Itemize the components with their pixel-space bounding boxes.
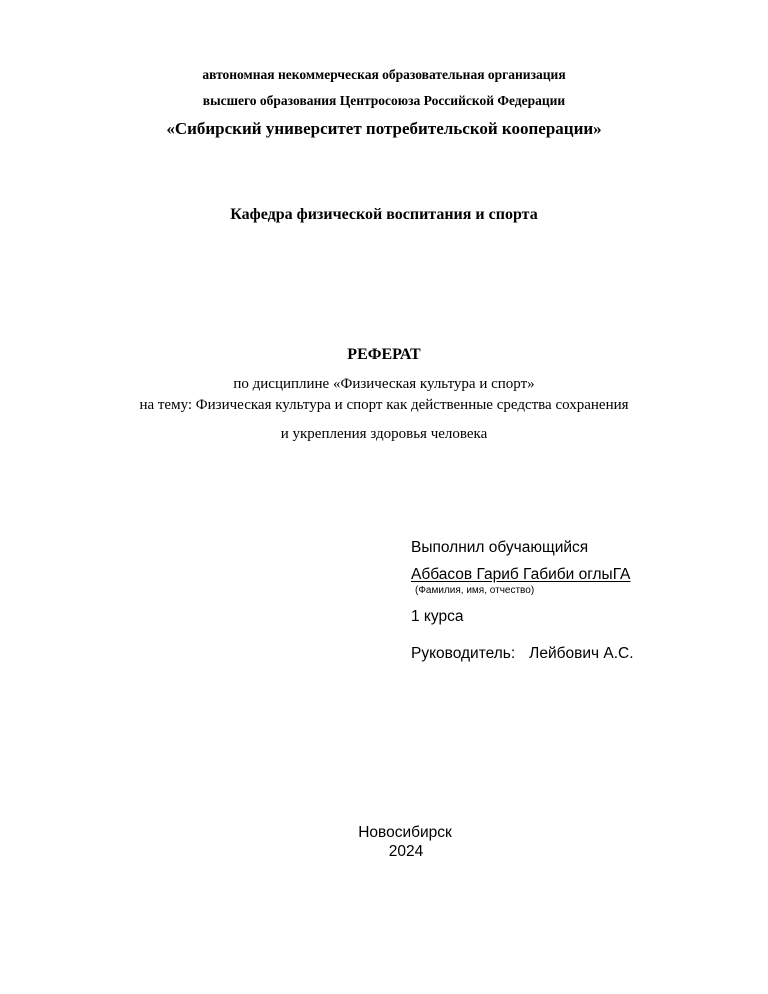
organization-line-1: автономная некоммерческая образовательная организация [202, 67, 566, 82]
discipline-line: по дисциплине «Физическая культура и спорт» [233, 376, 535, 392]
city: Новосибирск [358, 824, 452, 841]
year: 2024 [388, 843, 424, 860]
topic-line-2: и укрепления здоровья человека [280, 426, 488, 442]
document-type-title: РЕФЕРАТ [347, 346, 421, 363]
university-name: «Сибирский университет потребительской кооперации» [166, 119, 602, 138]
supervisor-line [411, 646, 634, 662]
student-name: Аббасов Гариб Габиби оглыГА [411, 566, 631, 583]
organization-line-2: высшего образования Центросоюза Российской Федерации [202, 93, 566, 108]
course-label: 1 курса [411, 608, 464, 625]
supervisor-name: Лейбович А.С. [529, 645, 634, 662]
department-name: Кафедра физической воспитания и спорта [230, 206, 538, 223]
supervisor-label: Руководитель: [411, 645, 516, 662]
topic-line-1: на тему: Физическая культура и спорт как действенные средства сохранения [139, 397, 629, 413]
performer-label: Выполнил обучающийся [411, 539, 589, 556]
name-hint: (Фамилия, имя, отчество) [415, 585, 535, 596]
